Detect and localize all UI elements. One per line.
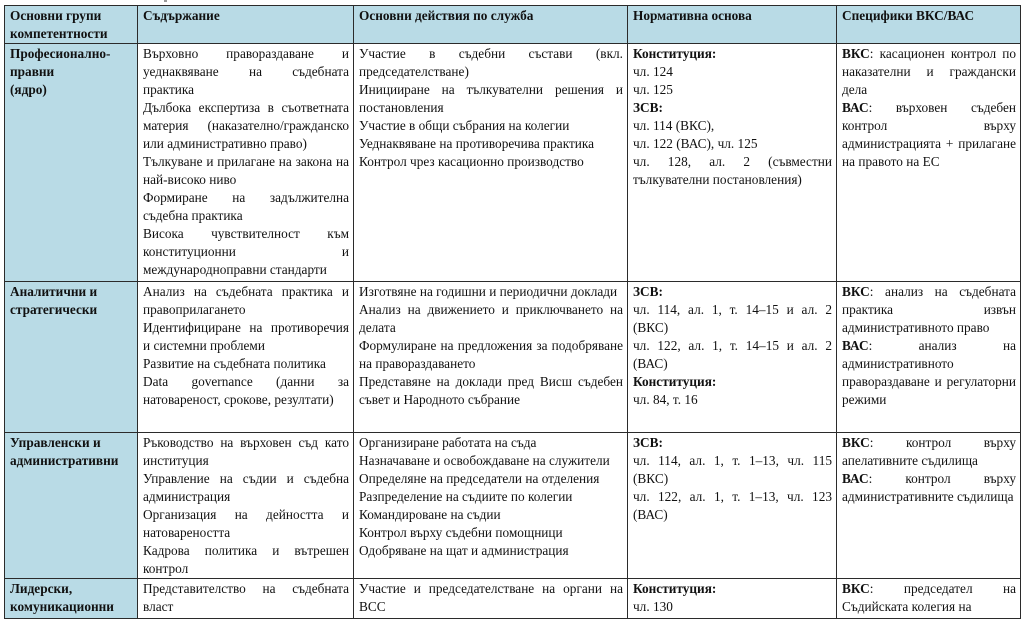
- court-specific-text: : председател на Съдийската колегия на: [842, 581, 1016, 614]
- actions-cell: [354, 44, 628, 282]
- legal-article: чл. 114, ал. 1, т. 14–15 и ал. 2 (ВКС): [633, 302, 832, 335]
- action-item: Участие в общи събрания на колегии: [359, 118, 570, 133]
- header-content: Съдържание: [138, 6, 354, 44]
- header-groups: Основни групи компетентности: [5, 6, 138, 44]
- legal-act-label: ЗСВ:: [633, 284, 663, 299]
- legal-article: чл. 125: [633, 82, 673, 97]
- specifics-cell: [837, 44, 1021, 282]
- court-specific-text: : контрол върху административните съдилища: [842, 471, 1016, 504]
- legal-basis-cell: [628, 44, 837, 282]
- action-item: Назначаване и освобождаване на служители: [359, 453, 610, 468]
- legal-article: чл. 124: [633, 64, 673, 79]
- content-item: Висока чувствителност към конституционни и международноправни стандарти: [143, 226, 349, 277]
- header-legal-basis: Нормативна основа: [628, 6, 837, 44]
- content-cell: [138, 579, 354, 619]
- content-item: Представителство на съдебната власт: [143, 581, 349, 614]
- group-name-line: Професионално-: [10, 46, 111, 61]
- content-cell: [138, 282, 354, 433]
- court-specific-text: : анализ на административното правораздаване и регулаторни режими: [842, 338, 1016, 407]
- content-item: Организация на дейността и натовареността: [143, 507, 349, 540]
- legal-article: чл. 122, ал. 1, т. 14–15 и ал. 2 (ВАС): [633, 338, 832, 371]
- court-abbrev: ВАС: [842, 100, 869, 115]
- group-name-line: правни: [10, 64, 55, 79]
- court-abbrev: ВАС: [842, 471, 869, 486]
- table-row: [5, 44, 1021, 282]
- legal-act-label: Конституция:: [633, 374, 717, 389]
- content-item: Тълкуване и прилагане на закона на най-високо ниво: [143, 154, 349, 187]
- group-name-line: Лидерски,: [10, 581, 73, 596]
- content-item: Управление на съдии и съдебна администрация: [143, 471, 349, 504]
- actions-cell: [354, 433, 628, 579]
- legal-article: чл. 84, т. 16: [633, 392, 698, 407]
- actions-cell: [354, 282, 628, 433]
- content-item: Ръководство на върховен съд като институция: [143, 435, 349, 468]
- court-specific-text: : върховен съдебен контрол върху администрацията + прилагане на правото на ЕС: [842, 100, 1016, 169]
- legal-article: чл. 122, ал. 1, т. 1–13, чл. 123 (ВАС): [633, 489, 832, 522]
- legal-article: чл. 122 (ВАС), чл. 125: [633, 136, 758, 151]
- action-item: Изготвяне на годишни и периодични доклади: [359, 284, 618, 299]
- action-item: Участие и председателстване на органи на ВСС: [359, 581, 623, 614]
- action-item: Контрол чрез касационно производство: [359, 154, 584, 169]
- action-item: Формулиране на предложения за подобряване на правораздаването: [359, 338, 623, 371]
- content-item: Развитие на съдебната политика: [143, 356, 326, 371]
- action-item: Участие в съдебни състави (вкл. председателстване): [359, 46, 623, 79]
- content-item: Data governance (данни за натовареност, срокове, резултати): [143, 374, 349, 407]
- header-specifics: Специфики ВКС/ВАС: [837, 6, 1021, 44]
- group-name-line: Управленски и административни: [10, 435, 119, 468]
- table-row: [5, 579, 1021, 619]
- action-item: Определяне на председатели на отделения: [359, 471, 600, 486]
- action-item: Командироване на съдии: [359, 507, 501, 522]
- action-item: Организиране работата на съда: [359, 435, 537, 450]
- table-row: [5, 282, 1021, 433]
- content-item: Идентифициране на противоречия и системни проблеми: [143, 320, 349, 353]
- court-specific-text: : касационен контрол по наказателни и граждански дела: [842, 46, 1016, 97]
- court-specific: [842, 45, 1016, 99]
- legal-act-label: ЗСВ:: [633, 435, 663, 450]
- content-item: Дълбока експертиза в съответната материя (наказателно/гражданско или административно право): [143, 100, 349, 151]
- content-item: Върховно правораздаване и уеднаквяване на съдебната практика: [143, 46, 349, 97]
- group-cell: [5, 579, 138, 619]
- group-cell: [5, 433, 138, 579]
- court-abbrev: ВКС: [842, 581, 870, 596]
- page-artifact-mark: [164, 0, 167, 2]
- court-abbrev: ВКС: [842, 284, 870, 299]
- legal-article: чл. 130: [633, 599, 673, 614]
- action-item: Представяне на доклади пред Висш съдебен съвет и Народното събрание: [359, 374, 623, 407]
- specifics-cell: [837, 282, 1021, 433]
- court-abbrev: ВАС: [842, 338, 869, 353]
- content-item: Кадрова политика и вътрешен контрол: [143, 543, 349, 576]
- group-cell: [5, 44, 138, 282]
- court-specific-text: : контрол върху апелативните съдилища: [842, 435, 1016, 468]
- header-actions: Основни действия по служба: [354, 6, 628, 44]
- court-abbrev: ВКС: [842, 435, 870, 450]
- content-cell: [138, 433, 354, 579]
- court-specific: [842, 470, 1016, 506]
- action-item: Разпределение на съдиите по колегии: [359, 489, 573, 504]
- court-specific-text: : анализ на съдебната практика извън административното право: [842, 284, 1016, 335]
- action-item: Анализ на движението и приключването на делата: [359, 302, 623, 335]
- group-name-line: комуникационни: [10, 599, 114, 614]
- court-abbrev: ВКС: [842, 46, 870, 61]
- table-header-row: [5, 6, 1021, 44]
- table-row: [5, 433, 1021, 579]
- competencies-table: [4, 5, 1021, 619]
- specifics-cell: [837, 579, 1021, 619]
- actions-cell: [354, 579, 628, 619]
- group-cell: [5, 282, 138, 433]
- court-specific: [842, 337, 1016, 409]
- court-specific: [842, 99, 1016, 171]
- action-item: Одобряване на щат и администрация: [359, 543, 569, 558]
- legal-act-label: ЗСВ:: [633, 100, 663, 115]
- legal-article: чл. 128, ал. 2 (съвместни тълкувателни постановления): [633, 154, 832, 187]
- group-name-line: Аналитични и стратегически: [10, 284, 98, 317]
- legal-basis-cell: [628, 282, 837, 433]
- legal-act-label: Конституция:: [633, 581, 717, 596]
- legal-basis-cell: [628, 433, 837, 579]
- content-item: Формиране на задължителна съдебна практика: [143, 190, 349, 223]
- action-item: Уеднаквяване на противоречива практика: [359, 136, 595, 151]
- action-item: Иницииране на тълкувателни решения и постановления: [359, 82, 623, 115]
- specifics-cell: [837, 433, 1021, 579]
- court-specific: [842, 434, 1016, 470]
- legal-act-label: Конституция:: [633, 46, 717, 61]
- action-item: Контрол върху съдебни помощници: [359, 525, 563, 540]
- legal-article: чл. 114, ал. 1, т. 1–13, чл. 115 (ВКС): [633, 453, 832, 486]
- content-item: Анализ на съдебната практика и правоприлагането: [143, 284, 349, 317]
- group-name-line: (ядро): [10, 82, 47, 97]
- content-cell: [138, 44, 354, 282]
- legal-basis-cell: [628, 579, 837, 619]
- court-specific: [842, 283, 1016, 337]
- legal-article: чл. 114 (ВКС),: [633, 118, 715, 133]
